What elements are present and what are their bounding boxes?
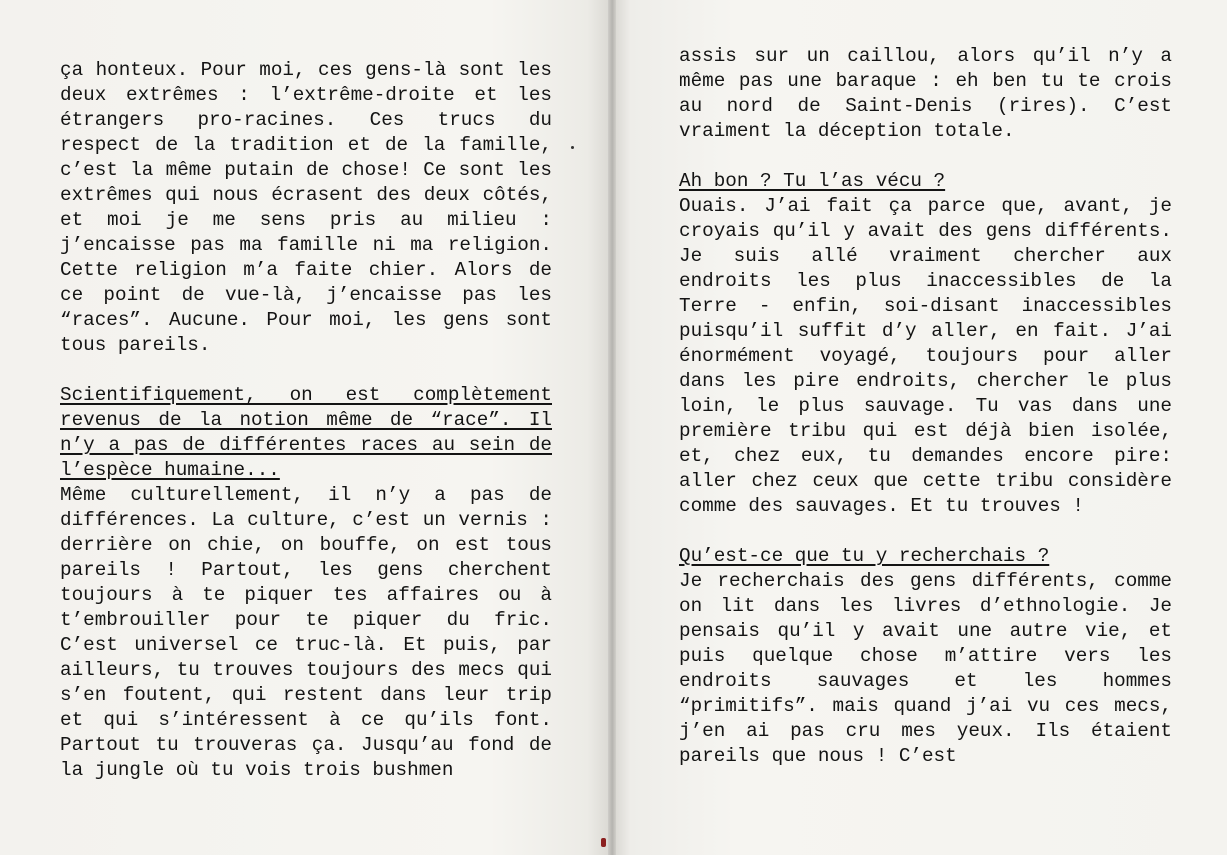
interview-answer: Même culturellement, il n’y a pas de différences. La culture, c’est un vernis : derrière on chie, on bouffe, on est tous pareils ! Partout, les gens cherchent toujours à te piquer tes affaires ou à t’embrouiller pour te piquer du fric. C’est universel ce truc-là. Et puis, par ailleurs, tu trouves toujours des mecs qui s’en foutent, qui restent dans leur trip et qui s’intéressent à ce qu’ils font. Partout tu trouveras ça. Jusqu’au fond de la jungle où tu vois trois bushmen — [60, 484, 552, 781]
book-gutter — [608, 0, 616, 855]
interview-question: Qu’est-ce que tu y recherchais ? — [679, 545, 1050, 567]
interview-question: Ah bon ? Tu l’as vécu ? — [679, 170, 946, 192]
right-page-text — [679, 44, 1172, 769]
interview-question: Scientifiquement, on est complètement revenus de la notion même de “race”. Il n’y a pas de différentes races au sein de l’espèce humaine... — [60, 384, 552, 481]
left-page-text — [60, 58, 552, 783]
paragraph-gap — [679, 519, 1172, 544]
paragraph-gap — [60, 358, 552, 383]
left-paragraph: ça honteux. Pour moi, ces gens-là sont les deux extrêmes : l’extrême-droite et les étrangers pro-racines. Ces trucs du respect de la tradition et de la famille, c’est la même putain de chose! Ce sont les extrêmes qui nous écrasent des deux côtés, et moi je me sens pris au milieu : j’encaisse pas ma famille ni ma religion. Cette religion m’a faite chier. Alors de ce point de vue-là, j’encaisse pas les “races”. Aucune. Pour moi, les gens sont tous pareils. — [60, 59, 552, 356]
red-ink-mark — [601, 838, 606, 847]
paragraph-gap — [679, 144, 1172, 169]
ink-dot — [571, 146, 574, 149]
interview-answer: Je recherchais des gens différents, comme on lit dans les livres d’ethnologie. Je pensais qu’il y avait une autre vie, et puis quelque chose m’attire vers les endroits sauvages et les hommes “primitifs”. mais quand j’ai vu ces mecs, j’en ai pas cru mes yeux. Ils étaient pareils que nous ! C’est — [679, 570, 1172, 767]
left-page — [0, 0, 612, 855]
interview-answer: Ouais. J’ai fait ça parce que, avant, je croyais qu’il y avait des gens différents. Je suis allé vraiment chercher aux endroits les plus inaccessibles de la Terre - enfin, soi-disant inaccessibles puisqu’il suffit d’y aller, en fait. J’ai énormément voyagé, toujours pour aller dans les pire endroits, chercher le plus loin, le plus sauvage. Tu vas dans une première tribu qui est déjà bien isolée, et, chez eux, tu demandes encore pire: aller chez ceux que cette tribu considère comme des sauvages. Et tu trouves ! — [679, 195, 1172, 517]
right-page — [612, 0, 1227, 855]
right-paragraph: assis sur un caillou, alors qu’il n’y a même pas une baraque : eh ben tu te crois au nord de Saint-Denis (rires). C’est vraiment la déception totale. — [679, 45, 1172, 142]
